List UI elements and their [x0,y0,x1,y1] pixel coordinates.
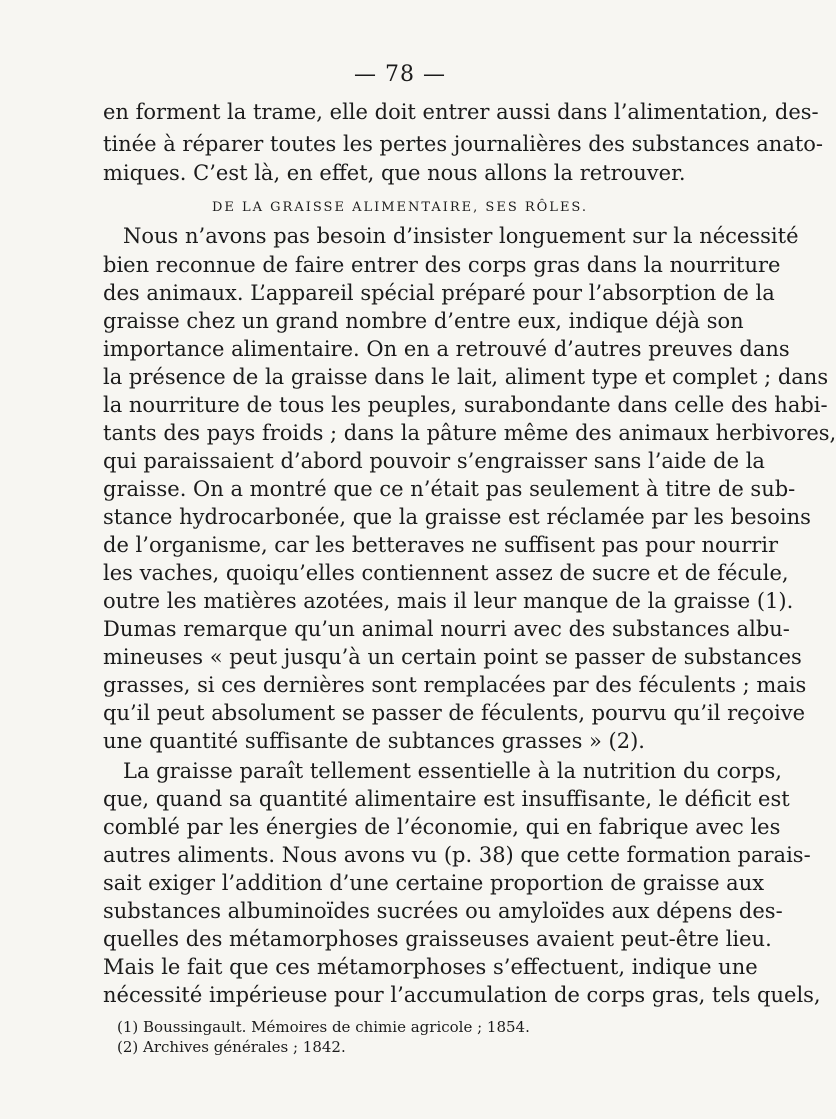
text-line: qui paraissaient d’abord pouvoir s’engraisser sans l’aide de la [103,449,765,473]
text-line: La graisse paraît tellement essentielle à la nutrition du corps, [123,759,782,783]
text-line: Nous n’avons pas besoin d’insister longuement sur la nécessité [123,224,799,248]
text-line: comblé par les énergies de l’économie, qui en fabrique avec les [103,815,781,839]
text-line: substances albuminoïdes sucrées ou amyloïdes aux dépens des- [103,899,783,923]
text-line: mineuses « peut jusqu’à un certain point se passer de substances [103,645,802,669]
text-line: en forment la trame, elle doit entrer aussi dans l’alimentation, des- [103,100,819,124]
text-line: nécessité impérieuse pour l’accumulation de corps gras, tels quels, [103,983,821,1007]
footnote: (1) Boussingault. Mémoires de chimie agricole ; 1854. [117,1018,530,1036]
text-line: une quantité suffisante de subtances grasses » (2). [103,729,645,753]
text-line: grasses, si ces dernières sont remplacées par des féculents ; mais [103,673,807,697]
text-line: outre les matières azotées, mais il leur manque de la graisse (1). [103,589,794,613]
text-line: de l’organisme, car les betteraves ne suffisent pas pour nourrir [103,533,779,557]
section-heading: DE LA GRAISSE ALIMENTAIRE, SES RÔLES. [211,200,589,215]
text-line: Mais le fait que ces métamorphoses s’effectuent, indique une [103,955,758,979]
text-line: graisse. On a montré que ce n’était pas seulement à titre de sub- [103,477,796,501]
text-line: sait exiger l’addition d’une certaine proportion de graisse aux [103,871,765,895]
text-line: miques. C’est là, en effet, que nous allons la retrouver. [103,161,686,185]
page-number: — 78 — [354,62,446,87]
text-line: qu’il peut absolument se passer de féculents, pourvu qu’il reçoive [103,701,806,725]
text-line: quelles des métamorphoses graisseuses avaient peut-être lieu. [103,927,772,951]
text-line: des animaux. L’appareil spécial préparé pour l’absorption de la [103,281,775,305]
text-line: bien reconnue de faire entrer des corps gras dans la nourriture [103,253,781,277]
text-line: graisse chez un grand nombre d’entre eux, indique déjà son [103,309,744,333]
text-line: Dumas remarque qu’un animal nourri avec des substances albu- [103,617,790,641]
text-line: la présence de la graisse dans le lait, aliment type et complet ; dans [103,365,829,389]
text-line: importance alimentaire. On en a retrouvé d’autres preuves dans [103,337,790,361]
text-line: la nourriture de tous les peuples, surabondante dans celle des habi- [103,393,828,417]
text-line: tinée à réparer toutes les pertes journalières des substances anato- [103,132,824,156]
text-line: autres aliments. Nous avons vu (p. 38) que cette formation parais- [103,843,811,867]
text-line: tants des pays froids ; dans la pâture même des animaux herbivores, [103,421,836,445]
footnote: (2) Archives générales ; 1842. [117,1038,346,1056]
text-line: stance hydrocarbonée, que la graisse est réclamée par les besoins [103,505,811,529]
text-line: que, quand sa quantité alimentaire est insuffisante, le déficit est [103,787,790,811]
text-line: les vaches, quoiqu’elles contiennent assez de sucre et de fécule, [103,561,789,585]
